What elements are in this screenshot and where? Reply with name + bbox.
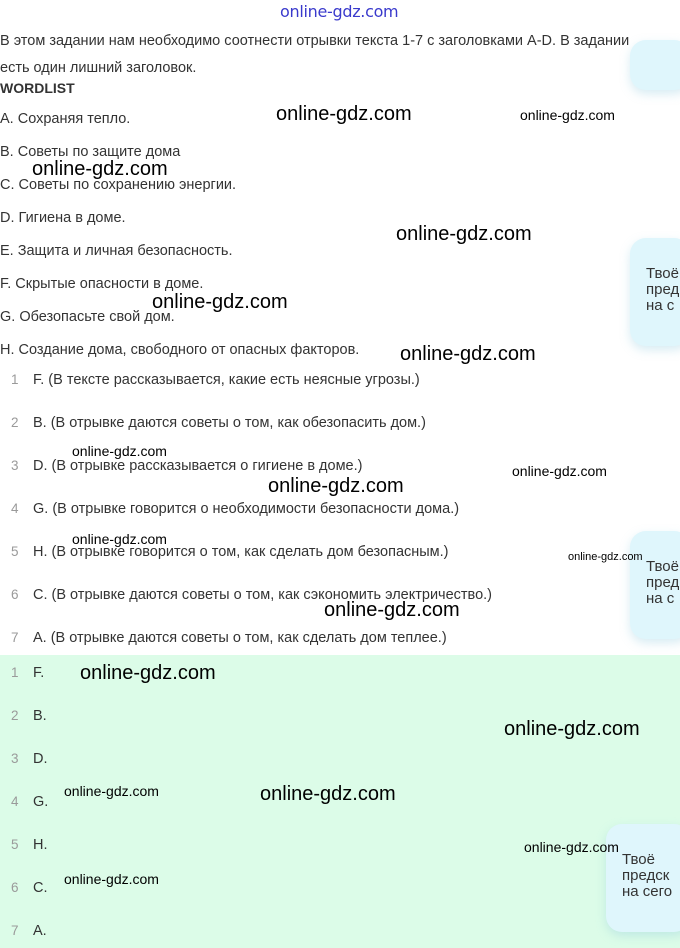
row-number: 1	[11, 372, 19, 387]
row-number: 1	[11, 665, 19, 680]
chat-bubble[interactable]	[630, 531, 680, 639]
answer-row	[0, 923, 620, 945]
row-number: 3	[11, 458, 19, 473]
watermark: online-gdz.com	[520, 107, 615, 123]
explanation-row	[0, 501, 620, 523]
explanation-text: D. (В отрывке рассказывается о гигиене в доме.)	[33, 458, 363, 474]
answer-text: F.	[33, 665, 45, 681]
wordlist-item-d: D. Гигиена в доме.	[0, 210, 126, 226]
row-number: 5	[11, 837, 19, 852]
answer-text: G.	[33, 794, 49, 810]
bubble-line: Твоё	[622, 851, 655, 868]
watermark: online-gdz.com	[152, 291, 288, 313]
watermark: online-gdz.com	[64, 783, 159, 799]
wordlist-item-c: C. Советы по сохранению энергии.	[0, 177, 237, 193]
wordlist-item-a: A. Сохраняя тепло.	[0, 111, 131, 127]
watermark: online-gdz.com	[72, 443, 167, 459]
watermark: online-gdz.com	[324, 599, 460, 621]
watermark: online-gdz.com	[268, 475, 404, 497]
answer-text: D.	[33, 751, 48, 767]
row-number: 4	[11, 794, 19, 809]
row-number: 5	[11, 544, 19, 559]
wordlist-item-e: E. Защита и личная безопасность.	[0, 243, 233, 259]
explanation-row	[0, 372, 620, 394]
watermark: online-gdz.com	[276, 103, 412, 125]
site-logo[interactable]: online-gdz.com	[280, 2, 399, 21]
watermark: online-gdz.com	[64, 871, 159, 887]
row-number: 7	[11, 923, 19, 938]
watermark: online-gdz.com	[80, 662, 216, 684]
watermark: online-gdz.com	[568, 551, 643, 563]
bubble-line: пред	[646, 281, 680, 298]
watermark: online-gdz.com	[396, 223, 532, 245]
watermark: online-gdz.com	[524, 839, 619, 855]
explanation-text: G. (В отрывке говорится о необходимости безопасности дома.)	[33, 501, 460, 517]
wordlist-item-h: H. Создание дома, свободного от опасных факторов.	[0, 342, 360, 358]
explanation-row	[0, 587, 620, 609]
row-number: 6	[11, 587, 19, 602]
row-number: 2	[11, 708, 19, 723]
task-intro: В этом задании нам необходимо соотнести отрывки текста 1-7 с заголовками A-D. В задании есть один лишний заголовок.	[0, 33, 630, 76]
answer-text: C.	[33, 880, 48, 896]
explanation-row	[0, 415, 620, 437]
watermark: online-gdz.com	[504, 718, 640, 740]
watermark: online-gdz.com	[72, 531, 167, 547]
watermark: online-gdz.com	[512, 463, 607, 479]
explanation-text: C. (В отрывке даются советы о том, как сэкономить электричество.)	[33, 587, 493, 603]
bubble-line: Твоё	[646, 558, 679, 575]
chat-bubble-top[interactable]	[630, 40, 680, 90]
row-number: 3	[11, 751, 19, 766]
wordlist-item-f: F. Скрытые опасности в доме.	[0, 276, 204, 292]
watermark: online-gdz.com	[32, 158, 168, 180]
bubble-line: Твоё	[646, 265, 679, 282]
explanation-text: H. (В отрывке говорится о том, как сделать дом безопасным.)	[33, 544, 449, 560]
answer-text: H.	[33, 837, 48, 853]
row-number: 7	[11, 630, 19, 645]
explanation-text: B. (В отрывке даются советы о том, как обезопасить дом.)	[33, 415, 426, 431]
wordlist-item-b: B. Советы по защите дома	[0, 144, 181, 160]
explanation-text: A. (В отрывке даются советы о том, как сделать дом теплее.)	[33, 630, 447, 646]
row-number: 6	[11, 880, 19, 895]
row-number: 2	[11, 415, 19, 430]
chat-bubble[interactable]	[630, 238, 680, 346]
watermark: online-gdz.com	[400, 343, 536, 365]
bubble-line: на сего	[622, 883, 673, 900]
explanation-row	[0, 544, 620, 566]
answer-text: A.	[33, 923, 47, 939]
row-number: 4	[11, 501, 19, 516]
wordlist-title: WORDLIST	[0, 80, 75, 96]
explanation-row	[0, 630, 620, 652]
answer-text: B.	[33, 708, 47, 724]
bubble-line: предск	[622, 867, 670, 884]
answer-row	[0, 751, 620, 773]
bubble-line: на с	[646, 297, 675, 314]
explanation-text: F. (В тексте рассказывается, какие есть неясные угрозы.)	[33, 372, 420, 388]
wordlist-item-g: G. Обезопасьте свой дом.	[0, 309, 175, 325]
bubble-line: пред	[646, 574, 680, 591]
watermark: online-gdz.com	[260, 783, 396, 805]
bubble-line: на с	[646, 590, 675, 607]
